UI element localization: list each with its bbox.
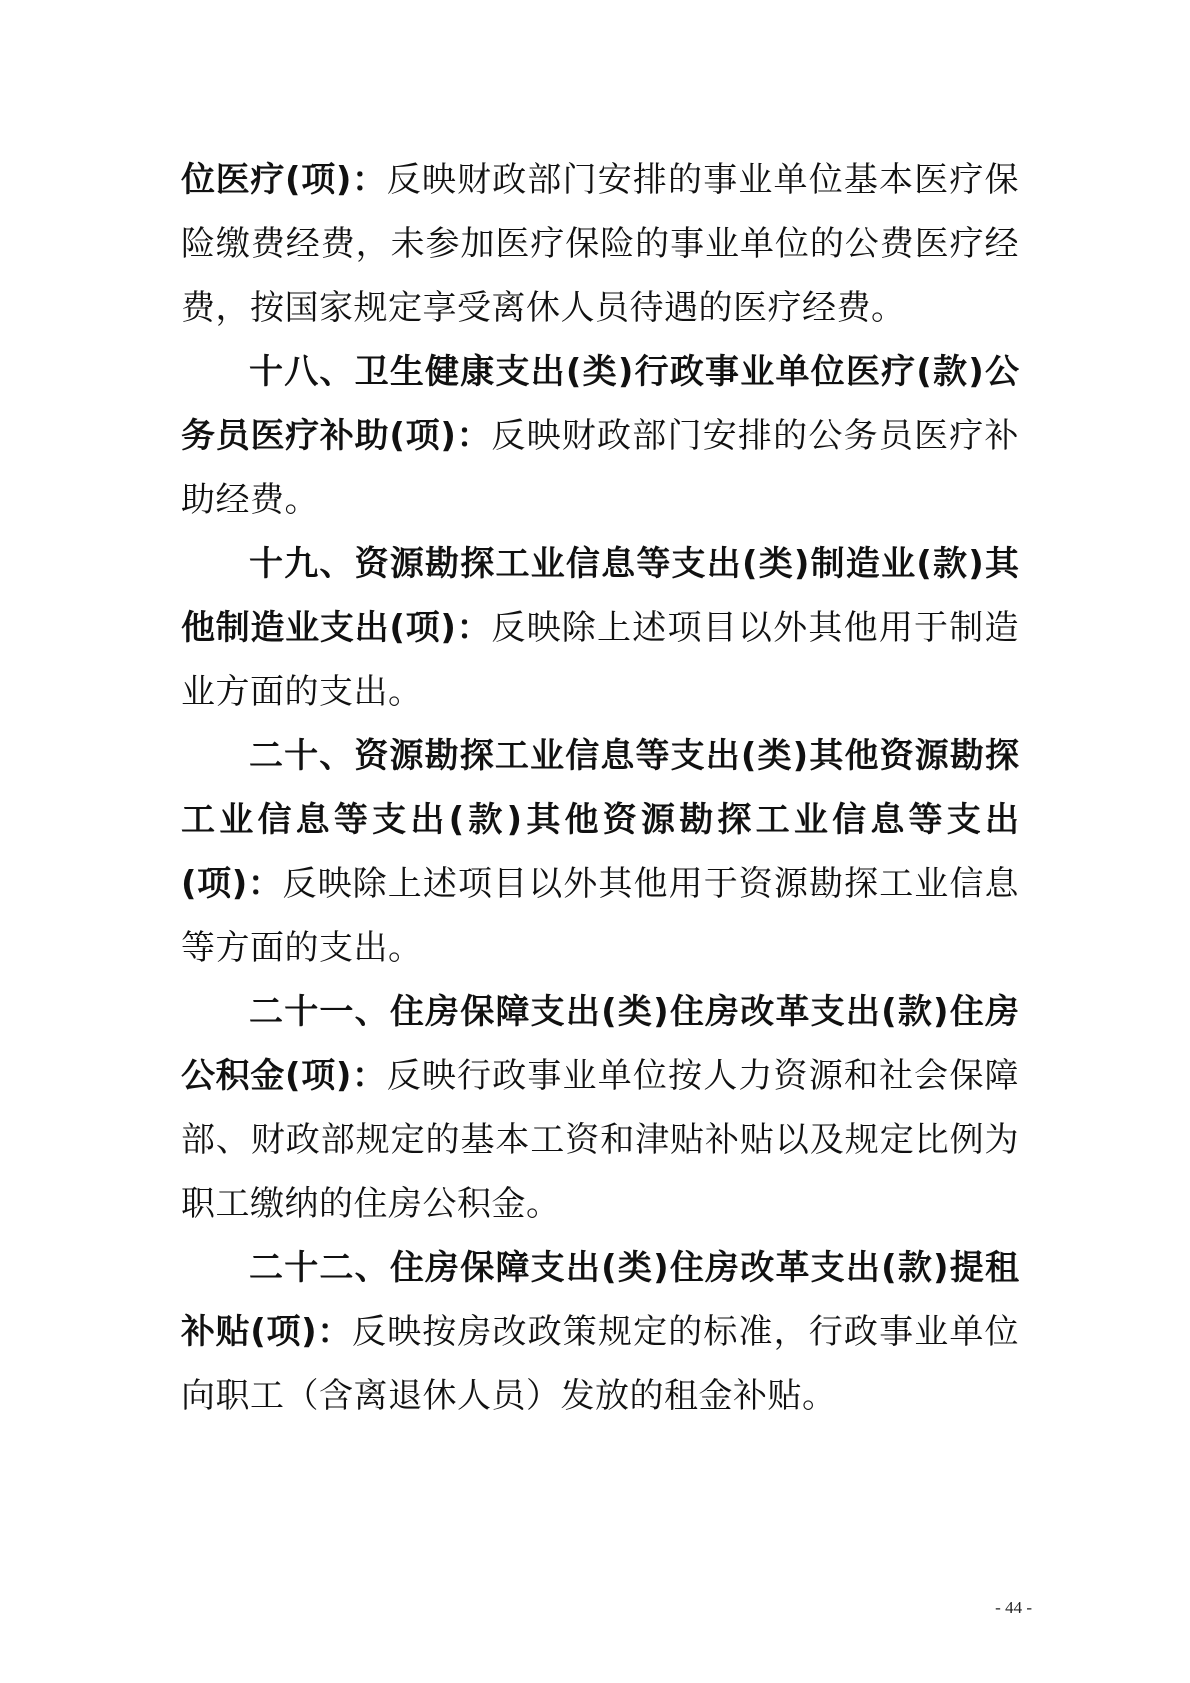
paragraph-heading: 十九、资源勘探工业信息等支出(类)制造业(款)其他制造业支出(项)： [181, 544, 1019, 648]
paragraph-text: 反映行政事业单位按人力资源和社会保障部、财政部规定的基本工资和津贴补贴以及规定比例为职工缴纳的住房公积金。 [181, 1056, 1020, 1224]
paragraph-item-22 [181, 1236, 1019, 1428]
paragraph-medical-continuation [181, 148, 1019, 340]
paragraph-heading: 二十、资源勘探工业信息等支出(类)其他资源勘探工业信息等支出(款)其他资源勘探工业信息等支出(项)： [181, 736, 1019, 904]
paragraph-text: 反映财政部门安排的公务员医疗补助经费。 [181, 416, 1020, 520]
paragraph-item-21 [181, 980, 1019, 1236]
paragraph-text: 反映除上述项目以外其他用于制造业方面的支出。 [181, 608, 1020, 712]
paragraph-text: 反映财政部门安排的事业单位基本医疗保险缴费经费，未参加医疗保险的事业单位的公费医疗经费，按国家规定享受离休人员待遇的医疗经费。 [181, 160, 1020, 328]
paragraph-heading: 二十一、住房保障支出(类)住房改革支出(款)住房公积金(项)： [181, 992, 1019, 1096]
paragraph-heading: 二十二、住房保障支出(类)住房改革支出(款)提租补贴(项)： [181, 1248, 1019, 1352]
paragraph-text: 反映按房改政策规定的标准，行政事业单位向职工（含离退休人员）发放的租金补贴。 [181, 1312, 1020, 1416]
paragraph-text: 反映除上述项目以外其他用于资源勘探工业信息等方面的支出。 [181, 864, 1020, 968]
paragraph-item-19 [181, 532, 1019, 724]
paragraph-item-20 [181, 724, 1019, 980]
document-body [181, 148, 1019, 1428]
paragraph-item-18 [181, 340, 1019, 532]
paragraph-heading: 位医疗(项)： [181, 160, 387, 200]
page-number: - 44 - [995, 1598, 1032, 1617]
paragraph-heading: 十八、卫生健康支出(类)行政事业单位医疗(款)公务员医疗补助(项)： [181, 352, 1019, 456]
